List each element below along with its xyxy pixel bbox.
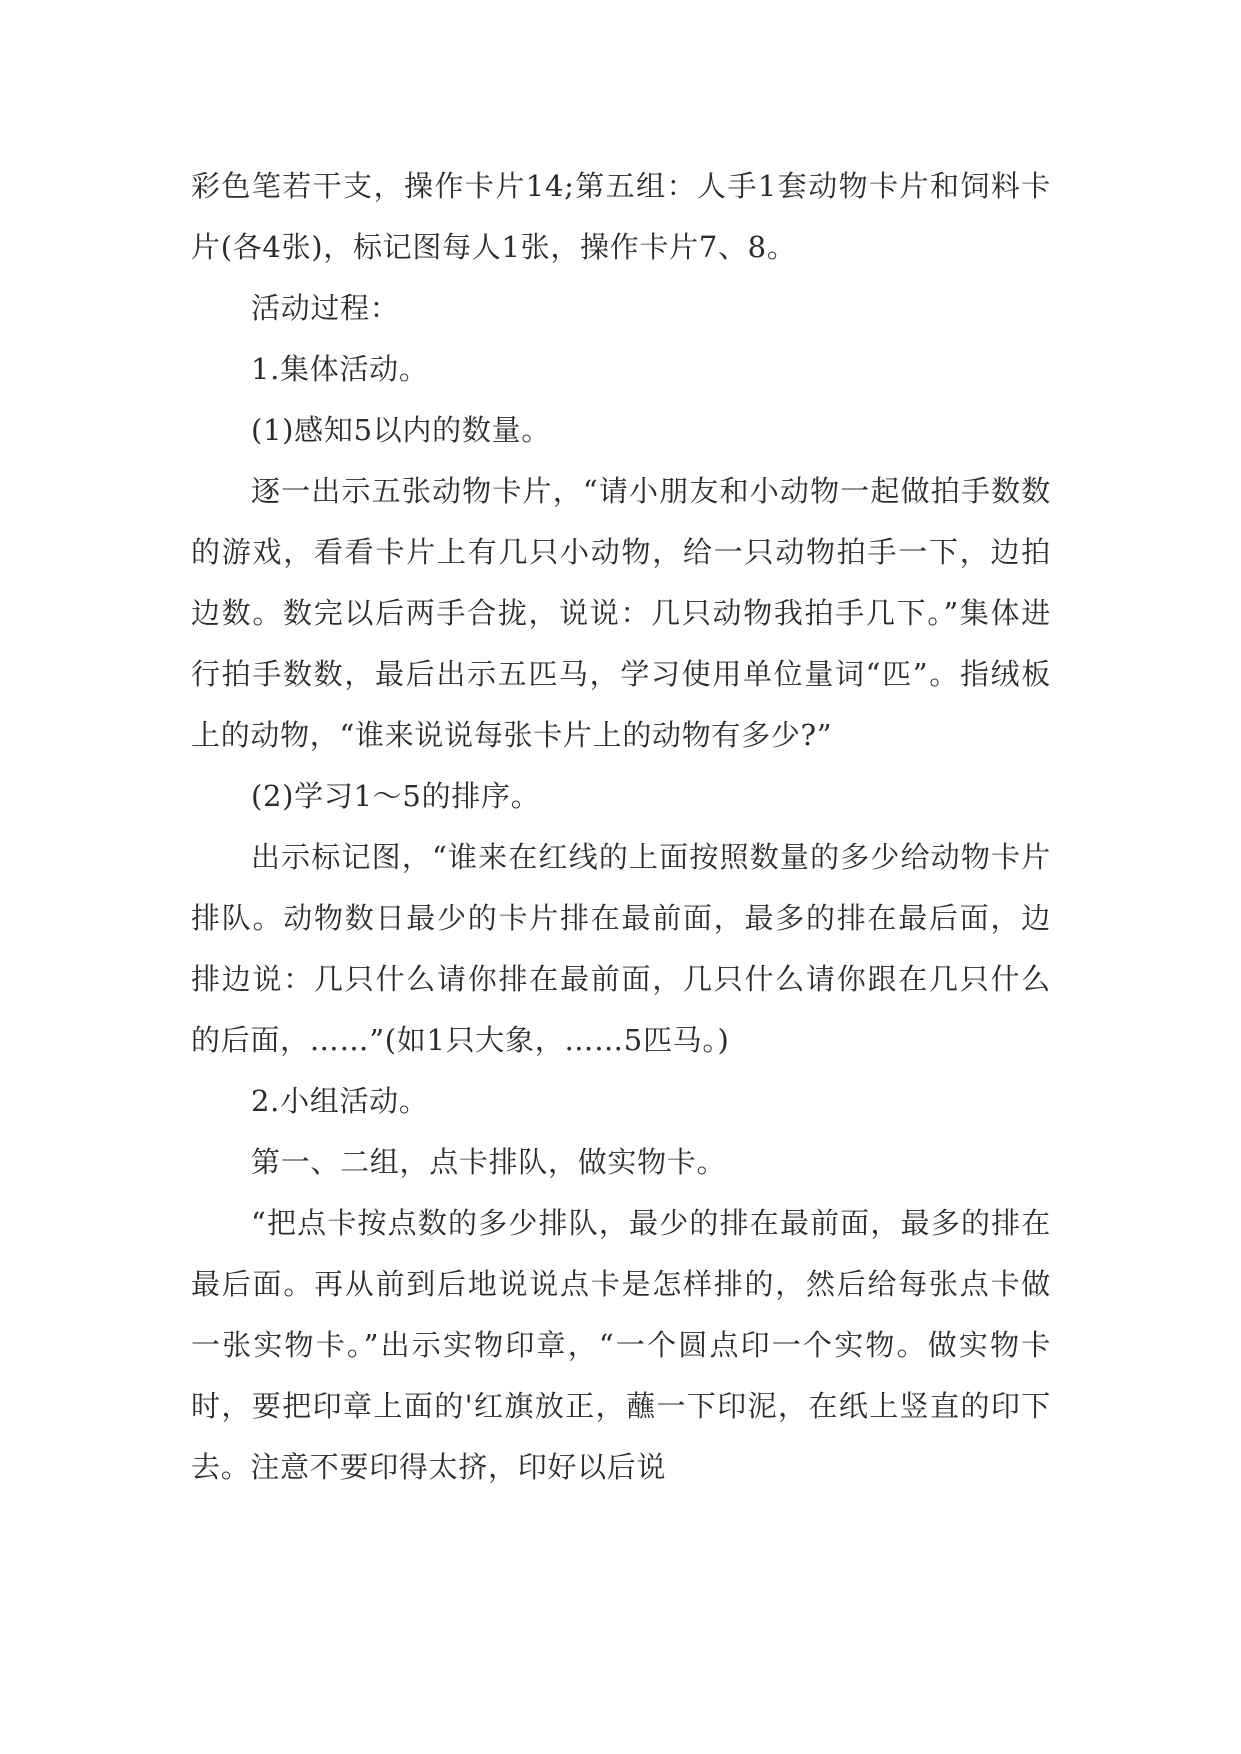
body-text [191,156,1051,1498]
paragraph-materials: 彩色笔若干支，操作卡片14;第五组：人手1套动物卡片和饲料卡片(各4张)，标记图每人1张，操作卡片7、8。 [191,169,1051,264]
paragraph-small-group-heading: 2.小组活动。 [251,1084,429,1118]
paragraph-subheading-ordering: (2)学习1～5的排序。 [251,779,541,813]
paragraph-dot-card-instructions: “把点卡按点数的多少排队，最少的排在最前面，最多的排在最后面。再从前到后地说说点卡是怎样排的，然后给每张点卡做一张实物卡。”出示实物印章，“一个圆点印一个实物。做实物卡时，要把印章上面的'红旗放正，蘸一下印泥，在纸上竖直的印下去。注意不要印得太挤，印好以后说 [191,1206,1051,1484]
paragraph-activity-process-heading: 活动过程： [251,291,400,325]
paragraph-group-activity-heading: 1.集体活动。 [251,352,429,386]
paragraph-ordering-instructions: 出示标记图，“谁来在红线的上面按照数量的多少给动物卡片排队。动物数日最少的卡片排在最前面，最多的排在最后面，边排边说：几只什么请你排在最前面，几只什么请你跟在几只什么的后面，……”(如1只大象，……5匹马。) [191,840,1051,1057]
paragraph-subheading-perceive-quantity: (1)感知5以内的数量。 [251,413,551,447]
paragraph-clapping-game: 逐一出示五张动物卡片，“请小朋友和小动物一起做拍手数数的游戏，看看卡片上有几只小动物，给一只动物拍手一下，边拍边数。数完以后两手合拢，说说：几只动物我拍手几下。”集体进行拍手数数，最后出示五匹马，学习使用单位量词“匹”。指绒板上的动物，“谁来说说每张卡片上的动物有多少?” [191,474,1051,752]
paragraph-groups-one-two: 第一、二组，点卡排队，做实物卡。 [251,1145,727,1179]
